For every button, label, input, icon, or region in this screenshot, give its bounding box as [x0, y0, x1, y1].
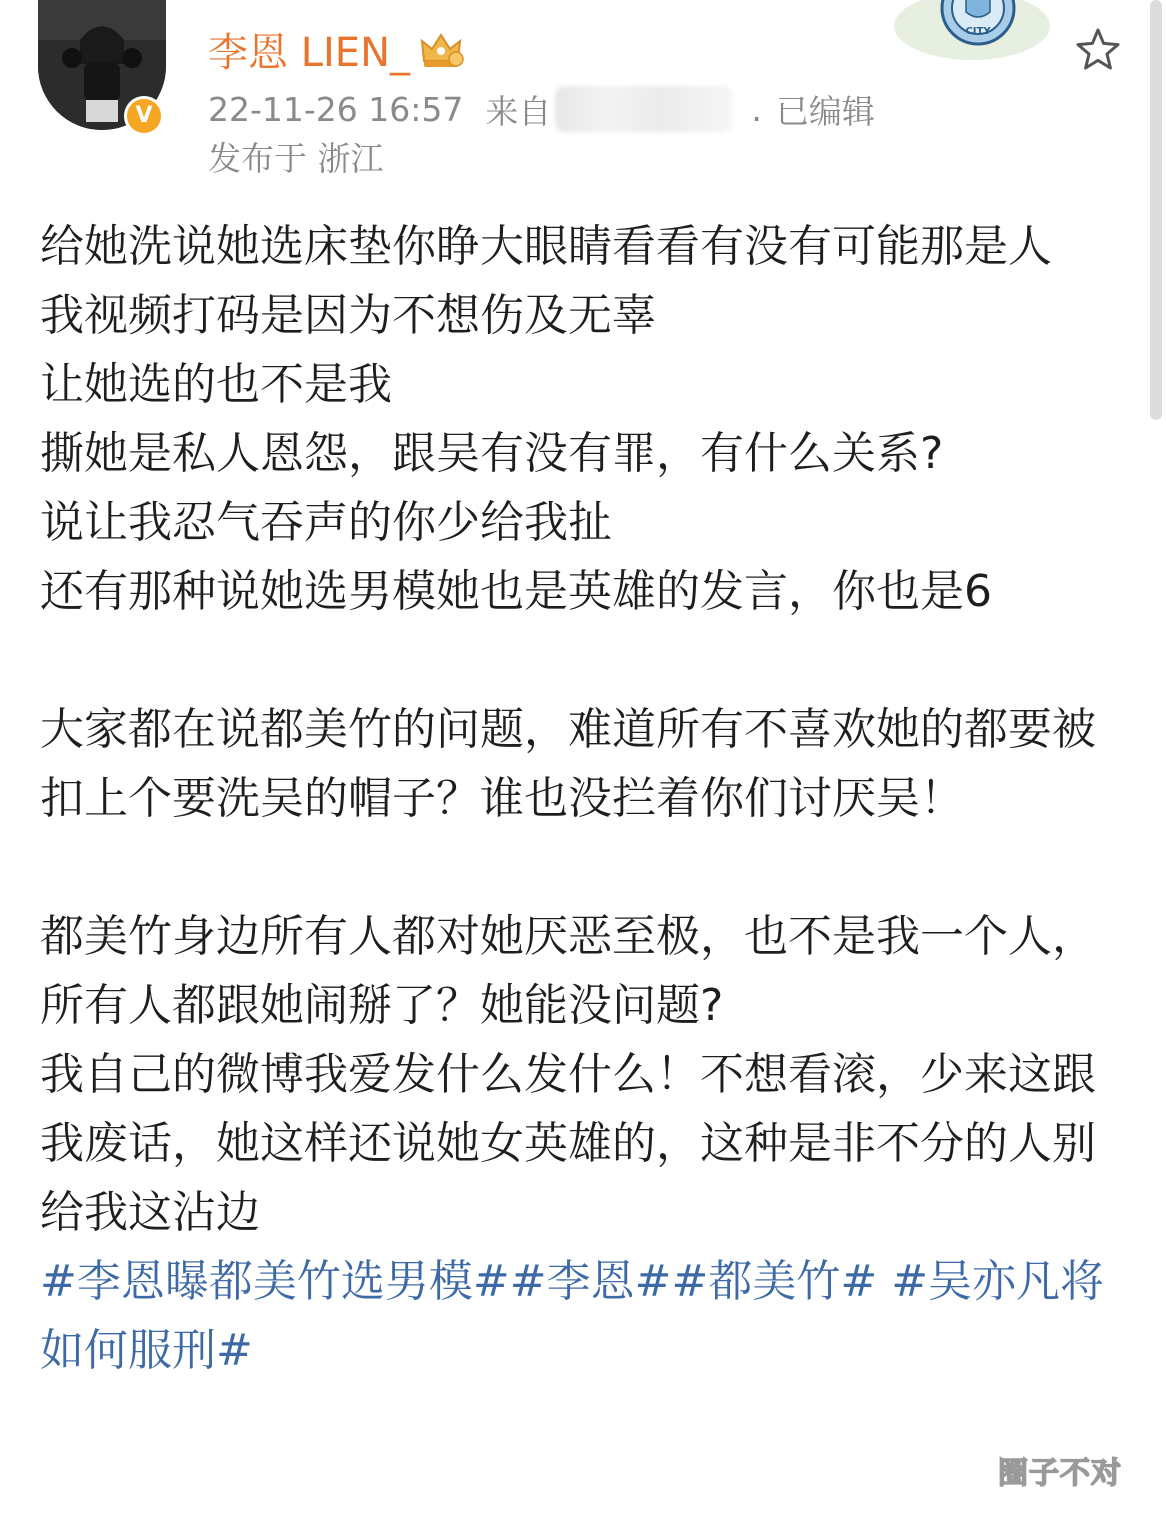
- star-outline-icon[interactable]: [1074, 26, 1122, 74]
- verified-badge-icon: V: [124, 96, 164, 136]
- edited-label[interactable]: 已编辑: [775, 91, 875, 131]
- post-body: [40, 212, 1130, 1385]
- post-location: 发布于 浙江: [208, 139, 384, 178]
- club-badge-icon: [892, 0, 1052, 60]
- post-paragraph: 让她选的也不是我: [40, 359, 392, 410]
- scrollbar[interactable]: [1150, 0, 1162, 420]
- post-paragraph: 撕她是私人恩怨，跟吴有没有罪，有什么关系?: [40, 428, 944, 479]
- post-paragraph: 我自己的微博我爱发什么发什么！不想看滚，少来这跟我废话，她这样还说她女英雄的，这种是非不分的人别给我这沾边: [40, 1049, 1096, 1238]
- crown-vip-icon[interactable]: [418, 27, 464, 71]
- post-paragraph: 给她洗说她选床垫你睁大眼睛看看有没有可能那是人: [40, 221, 1052, 272]
- post-meta: [208, 86, 875, 132]
- post-timestamp: 22-11-26 16:57: [208, 89, 464, 129]
- watermark: 圈子不对: [998, 1456, 1122, 1491]
- meta-dot: .: [751, 89, 762, 129]
- post-paragraph: 还有那种说她选男模她也是英雄的发言，你也是6: [40, 566, 992, 617]
- post-paragraph: 大家都在说都美竹的问题，难道所有不喜欢她的都要被扣上个要洗吴的帽子？谁也没拦着你们讨厌吴！: [40, 704, 1096, 824]
- post-header: [0, 0, 1166, 200]
- club-badge-text: CITY: [965, 26, 991, 37]
- blurred-source: [555, 86, 733, 132]
- post-paragraph: 说让我忍气吞声的你少给我扯: [40, 497, 612, 548]
- hashtag-links[interactable]: #李恩曝都美竹选男模##李恩##都美竹# #吴亦凡将如何服刑#: [40, 1256, 1105, 1376]
- username[interactable]: 李恩 LIEN_: [208, 29, 410, 76]
- source-prefix: 来自: [485, 91, 552, 131]
- post-paragraph: 都美竹身边所有人都对她厌恶至极，也不是我一个人，所有人都跟她闹掰了？她能没问题?: [40, 911, 1096, 1031]
- username-row: [208, 24, 464, 74]
- post-paragraph: 我视频打码是因为不想伤及无辜: [40, 290, 656, 341]
